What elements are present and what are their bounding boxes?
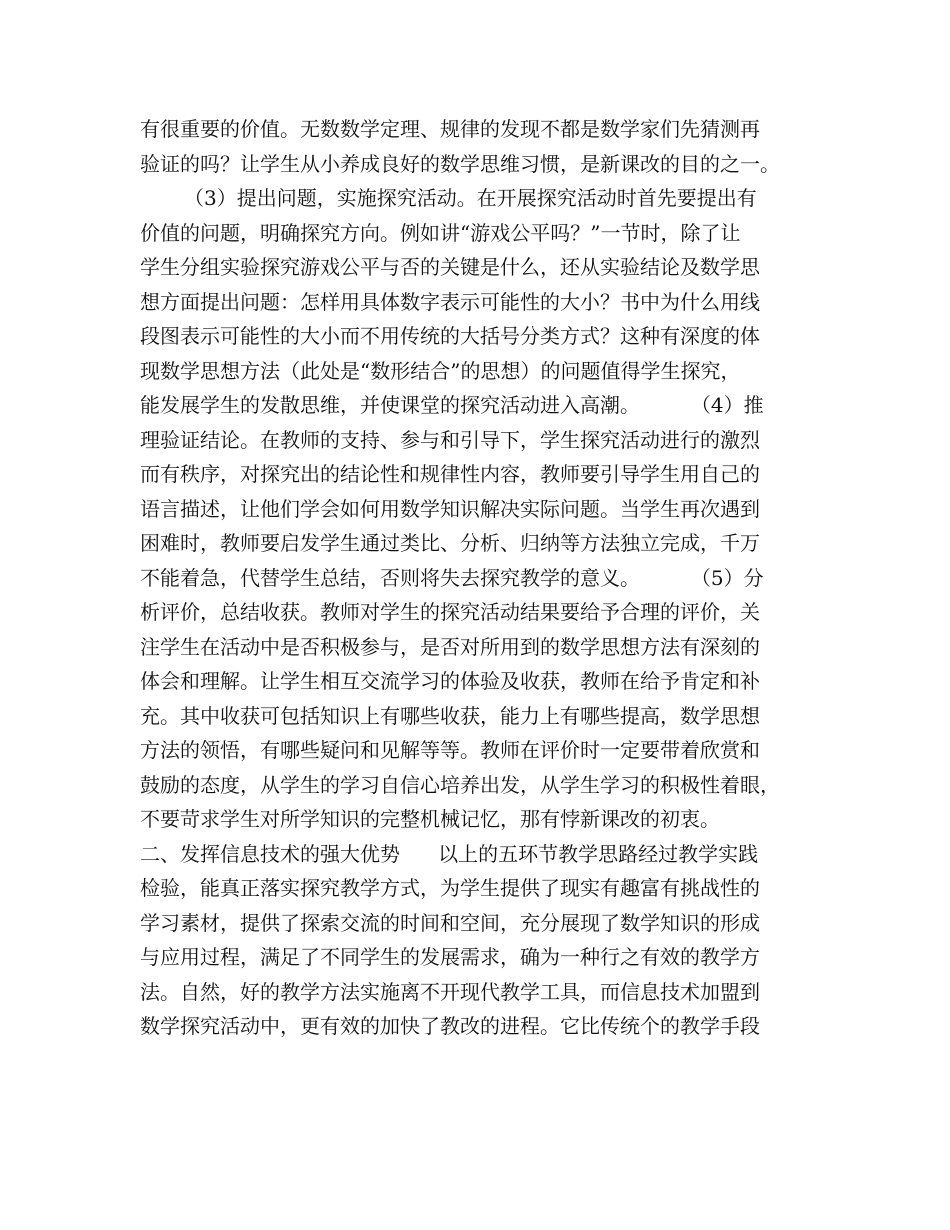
text-line-25: 与应用过程，满足了不同学生的发展需求，确为一种行之有效的教学方 — [140, 945, 760, 969]
text-line-16: 注学生在活动中是否积极参与，是否对所用到的数学思想方法有深刻的 — [140, 634, 760, 659]
text-line-5: 学生分组实验探究游戏公平与否的关键是什么，还从实验结论及数学思 — [140, 255, 760, 279]
text-line-10: 理验证结论。在教师的支持、参与和引导下，学生探究活动进行的激烈 — [140, 427, 760, 452]
body-text — [140, 112, 830, 1044]
text-line-18: 充。其中收获可包括知识上有哪些收获，能力上有哪些提高，数学思想 — [140, 703, 760, 728]
text-line-24: 学习素材，提供了探索交流的时间和空间，充分展现了数学知识的形成 — [140, 910, 760, 935]
text-line-23: 检验，能真正落实探究教学方式，为学生提供了现实有趣富有挑战性的 — [140, 876, 760, 900]
text-line-7: 段图表示可能性的大小而不用传统的大括号分类方式？这种有深度的体 — [140, 324, 760, 348]
text-line-2: 验证的吗？让学生从小养成良好的数学思维习惯，是新课改的目的之一。 — [140, 151, 780, 176]
text-line-19: 方法的领悟，有哪些疑问和见解等等。教师在评价时一定要带着欣赏和 — [140, 738, 760, 762]
text-line-26: 法。自然，好的教学方法实施离不开现代教学工具，而信息技术加盟到 — [140, 979, 760, 1004]
text-line-9: 能发展学生的发散思维，并使课堂的探究活动进入高潮。 （4）推 — [140, 393, 764, 417]
text-line-3: （3）提出问题，实施探究活动。在开展探究活动时首先要提出有 — [184, 186, 757, 210]
text-line-13: 困难时，教师要启发学生通过类比、分析、归纳等方法独立完成，千万 — [140, 531, 760, 555]
text-line-17: 体会和理解。让学生相互交流学习的体验及收获，教师在给予肯定和补 — [140, 669, 760, 693]
text-line-15: 析评价，总结收获。教师对学生的探究活动结果要给予合理的评价，关 — [140, 600, 760, 624]
text-line-1: 有很重要的价值。无数数学定理、规律的发现不都是数学家们先猜测再 — [140, 117, 760, 141]
text-line-8: 现数学思想方法（此处是“数形结合”的思想）的问题值得学生探究， — [140, 358, 741, 383]
text-line-4: 价值的问题，明确探究方向。例如讲“游戏公平吗？”一节时，除了让 — [140, 220, 741, 245]
text-line-12: 语言描述，让他们学会如何用数学知识解决实际问题。当学生再次遇到 — [140, 496, 760, 521]
text-line-6: 想方面提出问题：怎样用具体数字表示可能性的大小？书中为什么用线 — [140, 289, 760, 314]
text-line-14: 不能着急，代替学生总结，否则将失去探究教学的意义。 （5）分 — [140, 565, 764, 590]
text-line-22: 二、发挥信息技术的强大优势 以上的五环节教学思路经过教学实践 — [140, 841, 759, 866]
text-line-27: 数学探究活动中，更有效的加快了教改的进程。它比传统个的教学手段 — [140, 1014, 760, 1038]
text-line-11: 而有秩序，对探究出的结论性和规律性内容，教师要引导学生用自己的 — [140, 462, 760, 486]
text-line-20: 鼓励的态度，从学生的学习自信心培养出发，从学生学习的积极性着眼， — [140, 772, 780, 797]
text-line-21: 不要苛求学生对所学知识的完整机械记忆，那有悖新课改的初衷。 — [140, 807, 720, 831]
